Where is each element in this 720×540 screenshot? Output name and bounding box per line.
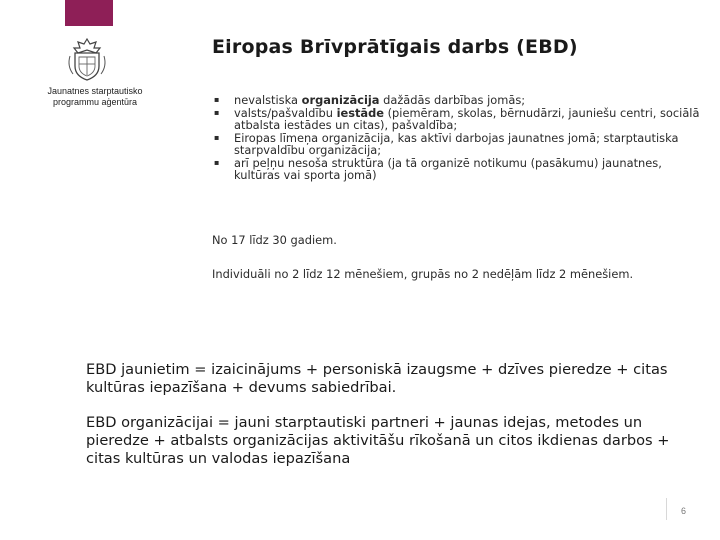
bullet-text-post: (piemēram, skolas, bērnudārzi, jauniešu centri, sociālā atbalsta iestādes un citas), pašvaldība; [234,105,700,132]
bullet-text-pre: valsts/pašvaldību [234,105,337,120]
bullet-icon: ▪ [214,107,220,117]
logo-line-2: programmu aģentūra [52,97,138,107]
bullet-text-pre: nevalstiska [234,93,302,107]
logo-text [40,86,150,108]
list-item [212,157,707,182]
youth-benefits-text: EBD jaunietim = izaicinājums + personiskā izaugsme + dzīves pieredze + citas kultūras iepazīšana + devums sabiedrībai. [86,361,668,396]
slide-title: Eiropas Brīvprātīgais darbs (EBD) [212,36,578,58]
logo-line-1: Jaunatnes starptautisko [47,86,143,96]
bullet-text-emphasis: iestāde [336,105,384,120]
header-accent-bar [65,0,113,26]
organization-benefits-text: EBD organizācijai = jauni starptautiski partneri + jaunas idejas, metodes un pieredze + atbalsts organizācijas aktivitāšu rīkošanā un citos ikdienas darbos + citas kultūras un valodas iepazīšana [86,414,670,467]
bullet-text-post: dažādās darbības jomās; [379,93,526,107]
page-number: 6 [681,506,687,516]
duration-text: Individuāli no 2 līdz 12 mēnešiem, grupās no 2 nedēļām līdz 2 mēnešiem. [212,267,634,281]
coat-of-arms-icon [64,36,110,82]
age-range-text: No 17 līdz 30 gadiem. [212,233,337,247]
bullet-list [212,94,707,182]
bullet-icon: ▪ [214,132,220,142]
bullet-text-emphasis: organizācija [301,93,380,107]
bullet-icon: ▪ [214,157,220,167]
bullet-icon: ▪ [214,95,220,104]
bullet-text-pre: Eiropas līmeņa organizācija, kas aktīvi darbojas jaunatnes jomā; starptautiska starpvaldību organizācija; [234,130,679,157]
footer-divider [666,498,667,520]
list-item [212,107,707,132]
bullet-text-pre: arī peļņu nesoša struktūra (ja tā organizē notikumu (pasākumu) jaunatnes, kultūras vai sporta jomā) [234,155,662,182]
list-item [212,132,707,157]
